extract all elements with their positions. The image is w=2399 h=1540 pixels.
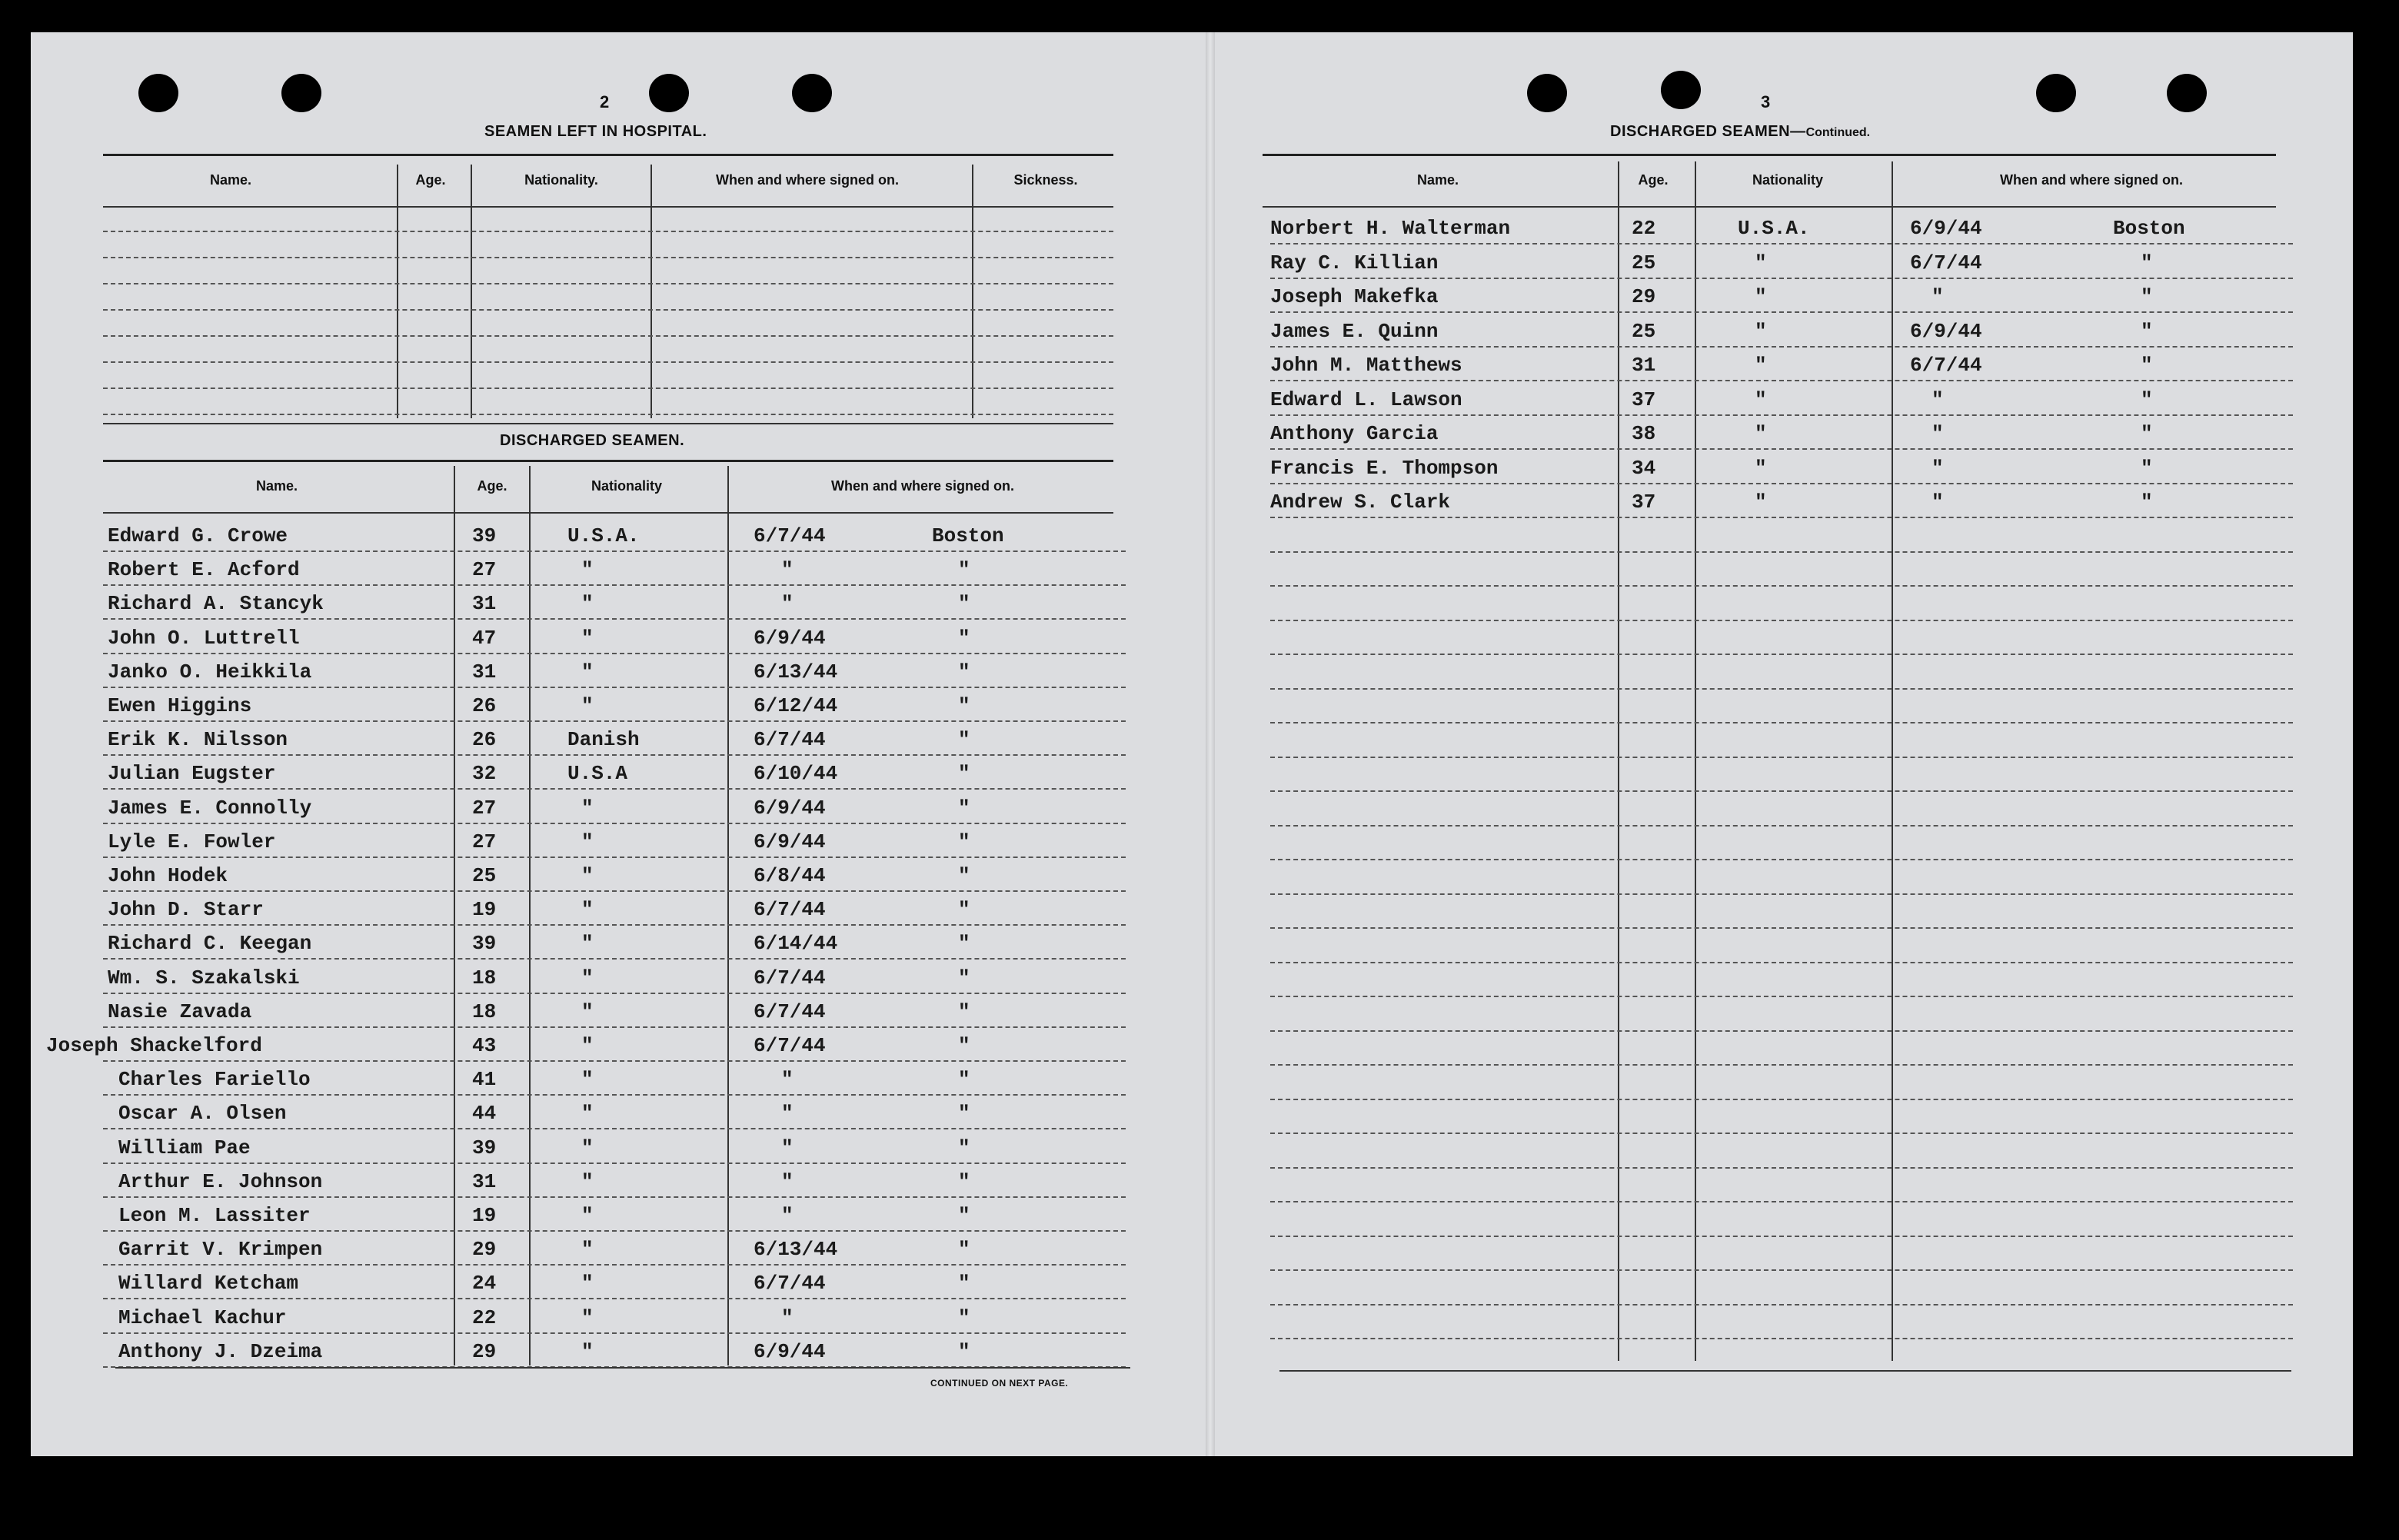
- ruled-line: [1270, 996, 2293, 997]
- punch-hole: [1527, 74, 1567, 112]
- ruled-line: [103, 618, 1126, 620]
- ruled-line: [1270, 1304, 2293, 1306]
- ruled-line: [103, 1128, 1126, 1129]
- ruled-line: [103, 993, 1126, 994]
- seaman-age: 27: [472, 830, 497, 853]
- seaman-age: 26: [472, 728, 497, 751]
- col-name: Name.: [1416, 172, 1459, 188]
- ruled-line: [1270, 311, 2293, 313]
- seaman-nationality: ": [581, 1272, 594, 1295]
- ruled-line: [1270, 1269, 2293, 1271]
- seaman-name: James E. Quinn: [1270, 320, 1439, 343]
- signed-on-date: 6/9/44: [754, 627, 826, 650]
- ruled-line: [1270, 654, 2293, 655]
- signed-on-place: ": [2141, 457, 2153, 480]
- ruled-line: [1270, 757, 2293, 758]
- seaman-name: Anthony J. Dzeima: [118, 1340, 323, 1363]
- ruled-line: [103, 754, 1126, 756]
- seaman-age: 22: [1632, 217, 1656, 240]
- seaman-nationality: ": [581, 1068, 594, 1091]
- seaman-name: Erik K. Nilsson: [108, 728, 288, 751]
- continued-note: CONTINUED ON NEXT PAGE.: [930, 1378, 1069, 1389]
- col-nationality: Nationality: [591, 478, 662, 494]
- ruled-line: [1270, 1338, 2293, 1339]
- signed-on-place: ": [2141, 422, 2153, 445]
- ruled-line: [1270, 278, 2293, 279]
- seaman-age: 31: [472, 660, 497, 684]
- seaman-name: Janko O. Heikkila: [108, 660, 312, 684]
- seaman-age: 41: [472, 1068, 497, 1091]
- ruled-line: [1270, 414, 2293, 416]
- seaman-nationality: ": [581, 1000, 594, 1023]
- signed-on-date: 6/9/44: [754, 797, 826, 820]
- signed-on-place: ": [958, 1306, 970, 1329]
- signed-on-date: ": [781, 1068, 794, 1091]
- seaman-name: Willard Ketcham: [118, 1272, 299, 1295]
- discharged-continued-title: [1610, 123, 1870, 141]
- signed-on-date: 6/9/44: [1910, 217, 1982, 240]
- signed-on-place: ": [958, 592, 970, 615]
- seaman-name: John D. Starr: [108, 898, 264, 921]
- signed-on-date: ": [781, 1102, 794, 1125]
- col-nationality: Nationality: [1752, 172, 1823, 188]
- ruled-line: [1270, 927, 2293, 929]
- seaman-age: 31: [472, 1170, 497, 1193]
- signed-on-place: ": [2141, 251, 2153, 274]
- seaman-name: Joseph Shackelford: [46, 1034, 262, 1057]
- col-name: Name.: [255, 478, 298, 494]
- ruled-line: [103, 687, 1126, 688]
- seaman-nationality: ": [1755, 457, 1767, 480]
- seaman-nationality: ": [581, 1306, 594, 1329]
- seaman-age: 19: [472, 898, 497, 921]
- rule: [115, 1367, 1130, 1369]
- punch-hole: [649, 74, 689, 112]
- ruled-line: [1270, 585, 2293, 587]
- ruled-line: [1270, 1030, 2293, 1032]
- ruled-line: [103, 1332, 1126, 1334]
- signed-on-date: 6/7/44: [754, 1272, 826, 1295]
- hospital-title: SEAMEN LEFT IN HOSPITAL.: [484, 123, 707, 140]
- signed-on-place: ": [2141, 491, 2153, 514]
- ruled-line: [103, 1298, 1126, 1299]
- signed-on-place: ": [958, 864, 970, 887]
- seaman-age: 39: [472, 524, 497, 547]
- ruled-line: [103, 257, 1113, 258]
- ruled-line: [1270, 620, 2293, 621]
- ruled-line: [103, 1196, 1126, 1198]
- rule: [103, 512, 1113, 514]
- ruled-line: [103, 414, 1113, 415]
- seaman-nationality: ": [1755, 285, 1767, 308]
- signed-on-date: ": [1932, 388, 1944, 411]
- ruled-line: [103, 1026, 1126, 1028]
- seaman-name: Richard C. Keegan: [108, 932, 312, 955]
- signed-on-date: 6/13/44: [754, 1238, 838, 1261]
- seaman-nationality: U.S.A.: [567, 524, 640, 547]
- signed-on-date: ": [1932, 285, 1944, 308]
- rule: [103, 206, 1113, 208]
- ruled-line: [1270, 346, 2293, 348]
- seaman-nationality: ": [581, 932, 594, 955]
- signed-on-place: ": [958, 1170, 970, 1193]
- ruled-line: [1270, 1064, 2293, 1066]
- seaman-age: 22: [472, 1306, 497, 1329]
- signed-on-place: ": [958, 627, 970, 650]
- punch-hole: [281, 74, 321, 112]
- ruled-line: [1270, 1236, 2293, 1237]
- col-signed-on: When and where signed on.: [715, 172, 900, 188]
- seaman-age: 31: [472, 592, 497, 615]
- signed-on-date: 6/7/44: [754, 524, 826, 547]
- rule: [103, 460, 1113, 462]
- seaman-age: 25: [1632, 320, 1656, 343]
- seaman-name: Nasie Zavada: [108, 1000, 252, 1023]
- seaman-nationality: ": [581, 1136, 594, 1159]
- ruled-line: [1270, 1201, 2293, 1202]
- ruled-line: [1270, 790, 2293, 792]
- signed-on-date: 6/9/44: [754, 1340, 826, 1363]
- page-number: 3: [1761, 92, 1771, 111]
- ruled-line: [103, 1094, 1126, 1096]
- signed-on-date: ": [781, 592, 794, 615]
- seaman-nationality: ": [1755, 388, 1767, 411]
- seaman-age: 29: [472, 1238, 497, 1261]
- ruled-line: [103, 823, 1126, 824]
- signed-on-place: ": [958, 898, 970, 921]
- seaman-age: 27: [472, 797, 497, 820]
- signed-on-date: ": [781, 1170, 794, 1193]
- signed-on-date: 6/7/44: [754, 1000, 826, 1023]
- seaman-nationality: ": [581, 1238, 594, 1261]
- seaman-nationality: ": [581, 1034, 594, 1057]
- signed-on-date: 6/7/44: [754, 898, 826, 921]
- seaman-age: 19: [472, 1204, 497, 1227]
- seaman-name: Norbert H. Walterman: [1270, 217, 1511, 240]
- seaman-age: 37: [1632, 491, 1656, 514]
- signed-on-place: ": [958, 558, 970, 581]
- seaman-nationality: ": [581, 1102, 594, 1125]
- ruled-line: [103, 335, 1113, 337]
- ruled-line: [1270, 243, 2293, 244]
- ruled-line: [1270, 1167, 2293, 1169]
- seaman-age: 29: [472, 1340, 497, 1363]
- signed-on-date: 6/14/44: [754, 932, 838, 955]
- signed-on-place: ": [2141, 320, 2153, 343]
- signed-on-place: Boston: [2113, 217, 2185, 240]
- seaman-nationality: ": [1755, 251, 1767, 274]
- ruled-line: [103, 924, 1126, 926]
- seaman-name: James E. Connolly: [108, 797, 312, 820]
- seaman-name: Robert E. Acford: [108, 558, 300, 581]
- ruled-line: [103, 890, 1126, 892]
- ruled-line: [1270, 859, 2293, 860]
- signed-on-place: ": [958, 966, 970, 990]
- signed-on-date: ": [781, 1136, 794, 1159]
- rule: [1263, 154, 2276, 156]
- title-main: DISCHARGED SEAMEN—: [1610, 123, 1806, 140]
- signed-on-place: ": [958, 1000, 970, 1023]
- signed-on-place: ": [958, 1136, 970, 1159]
- seaman-name: John O. Luttrell: [108, 627, 300, 650]
- seaman-name: Leon M. Lassiter: [118, 1204, 311, 1227]
- rule: [103, 154, 1113, 156]
- ruled-line: [103, 309, 1113, 311]
- seaman-name: Francis E. Thompson: [1270, 457, 1499, 480]
- ruled-line: [103, 653, 1126, 654]
- seaman-nationality: ": [581, 558, 594, 581]
- column-divider: [1892, 161, 1893, 1361]
- seaman-age: 32: [472, 762, 497, 785]
- ruled-line: [1270, 380, 2293, 381]
- signed-on-place: ": [958, 728, 970, 751]
- seaman-nationality: ": [581, 864, 594, 887]
- seaman-age: 47: [472, 627, 497, 650]
- ruled-line: [1270, 448, 2293, 450]
- ruled-line: [103, 1264, 1126, 1266]
- signed-on-date: ": [781, 1204, 794, 1227]
- signed-on-place: ": [958, 694, 970, 717]
- seaman-name: Michael Kachur: [118, 1306, 287, 1329]
- col-age: Age.: [1638, 172, 1669, 188]
- ruled-line: [103, 720, 1126, 722]
- column-divider: [397, 165, 398, 418]
- seaman-age: 31: [1632, 354, 1656, 377]
- signed-on-date: ": [781, 558, 794, 581]
- signed-on-date: 6/8/44: [754, 864, 826, 887]
- seaman-age: 18: [472, 966, 497, 990]
- rule: [1263, 206, 2276, 208]
- ruled-line: [103, 550, 1126, 552]
- seaman-name: Lyle E. Fowler: [108, 830, 276, 853]
- seaman-age: 39: [472, 1136, 497, 1159]
- seaman-name: Charles Fariello: [118, 1068, 311, 1091]
- signed-on-place: Boston: [932, 524, 1004, 547]
- rule: [1279, 1370, 2291, 1372]
- signed-on-place: ": [2141, 354, 2153, 377]
- seaman-nationality: ": [581, 898, 594, 921]
- discharged-title: DISCHARGED SEAMEN.: [500, 432, 685, 449]
- signed-on-place: ": [958, 797, 970, 820]
- ruled-line: [103, 1162, 1126, 1164]
- ruled-line: [103, 231, 1113, 232]
- punch-hole: [1661, 71, 1701, 109]
- seaman-nationality: ": [581, 1204, 594, 1227]
- ruled-line: [1270, 688, 2293, 690]
- signed-on-date: 6/12/44: [754, 694, 838, 717]
- ruled-line: [1270, 893, 2293, 895]
- signed-on-place: ": [958, 1034, 970, 1057]
- signed-on-place: ": [958, 1068, 970, 1091]
- seaman-age: 39: [472, 932, 497, 955]
- ruled-line: [103, 856, 1126, 858]
- ruled-line: [103, 958, 1126, 960]
- seaman-name: Ray C. Killian: [1270, 251, 1439, 274]
- ruled-line: [103, 361, 1113, 363]
- signed-on-date: 6/7/44: [754, 1034, 826, 1057]
- signed-on-place: ": [958, 1204, 970, 1227]
- seaman-nationality: ": [581, 694, 594, 717]
- seaman-age: 18: [472, 1000, 497, 1023]
- col-age: Age.: [477, 478, 507, 494]
- seaman-nationality: ": [1755, 491, 1767, 514]
- col-name: Name.: [209, 172, 252, 188]
- seaman-nationality: ": [581, 660, 594, 684]
- ruled-line: [103, 584, 1126, 586]
- signed-on-place: ": [958, 1340, 970, 1363]
- seaman-age: 27: [472, 558, 497, 581]
- col-signed-on: When and where signed on.: [1999, 172, 2184, 188]
- seaman-nationality: ": [581, 627, 594, 650]
- seaman-nationality: ": [1755, 422, 1767, 445]
- ruled-line: [1270, 551, 2293, 553]
- seaman-name: John M. Matthews: [1270, 354, 1462, 377]
- page-number: 2: [600, 92, 610, 111]
- seaman-name: Edward L. Lawson: [1270, 388, 1462, 411]
- seaman-age: 26: [472, 694, 497, 717]
- signed-on-date: 6/7/44: [1910, 251, 1982, 274]
- seaman-age: 38: [1632, 422, 1656, 445]
- ruled-line: [1270, 483, 2293, 484]
- seaman-name: Wm. S. Szakalski: [108, 966, 300, 990]
- seaman-age: 25: [1632, 251, 1656, 274]
- signed-on-date: 6/9/44: [754, 830, 826, 853]
- seaman-name: Julian Eugster: [108, 762, 276, 785]
- seaman-nationality: ": [581, 1340, 594, 1363]
- ruled-line: [1270, 517, 2293, 518]
- col-age: Age.: [415, 172, 446, 188]
- seaman-nationality: ": [581, 797, 594, 820]
- signed-on-place: ": [958, 1272, 970, 1295]
- seaman-nationality: U.S.A: [567, 762, 628, 785]
- signed-on-place: ": [958, 762, 970, 785]
- rule: [103, 423, 1113, 424]
- signed-on-date: ": [1932, 491, 1944, 514]
- seaman-age: 37: [1632, 388, 1656, 411]
- ruled-line: [1270, 825, 2293, 827]
- title-suffix: Continued.: [1805, 126, 1871, 139]
- ruled-line: [103, 1230, 1126, 1232]
- ruled-line: [1270, 1133, 2293, 1134]
- punch-hole: [2167, 74, 2207, 112]
- signed-on-place: ": [958, 660, 970, 684]
- signed-on-date: 6/7/44: [754, 728, 826, 751]
- seaman-nationality: ": [581, 966, 594, 990]
- signed-on-place: ": [2141, 388, 2153, 411]
- col-sickness: Sickness.: [1013, 172, 1078, 188]
- col-nationality: Nationality.: [524, 172, 598, 188]
- punch-hole: [2036, 74, 2076, 112]
- signed-on-date: ": [1932, 422, 1944, 445]
- signed-on-date: 6/9/44: [1910, 320, 1982, 343]
- seaman-nationality: U.S.A.: [1738, 217, 1810, 240]
- seaman-nationality: ": [581, 830, 594, 853]
- signed-on-date: 6/13/44: [754, 660, 838, 684]
- seaman-name: Oscar A. Olsen: [118, 1102, 287, 1125]
- punch-hole: [138, 74, 178, 112]
- seaman-name: Richard A. Stancyk: [108, 592, 324, 615]
- signed-on-date: 6/7/44: [1910, 354, 1982, 377]
- seaman-name: Arthur E. Johnson: [118, 1170, 323, 1193]
- seaman-age: 34: [1632, 457, 1656, 480]
- document-sheet: [31, 32, 2353, 1456]
- seaman-name: Joseph Makefka: [1270, 285, 1439, 308]
- seaman-nationality: ": [1755, 320, 1767, 343]
- ruled-line: [103, 788, 1126, 790]
- seaman-name: William Pae: [118, 1136, 251, 1159]
- seaman-name: Ewen Higgins: [108, 694, 252, 717]
- ruled-line: [1270, 1099, 2293, 1100]
- signed-on-place: ": [2141, 285, 2153, 308]
- ruled-line: [103, 387, 1113, 389]
- seaman-name: Anthony Garcia: [1270, 422, 1439, 445]
- page-fold: [1206, 32, 1215, 1456]
- seaman-age: 44: [472, 1102, 497, 1125]
- seaman-nationality: ": [1755, 354, 1767, 377]
- signed-on-date: ": [1932, 457, 1944, 480]
- column-divider: [1618, 161, 1619, 1361]
- seaman-name: Edward G. Crowe: [108, 524, 288, 547]
- seaman-name: Garrit V. Krimpen: [118, 1238, 323, 1261]
- seaman-nationality: ": [581, 592, 594, 615]
- column-divider: [1695, 161, 1696, 1361]
- seaman-age: 43: [472, 1034, 497, 1057]
- signed-on-place: ": [958, 1238, 970, 1261]
- ruled-line: [1270, 962, 2293, 963]
- column-divider: [471, 165, 472, 418]
- ruled-line: [103, 283, 1113, 284]
- col-signed-on: When and where signed on.: [830, 478, 1015, 494]
- signed-on-date: 6/10/44: [754, 762, 838, 785]
- signed-on-date: 6/7/44: [754, 966, 826, 990]
- signed-on-place: ": [958, 830, 970, 853]
- seaman-nationality: Danish: [567, 728, 640, 751]
- punch-hole: [792, 74, 832, 112]
- ruled-line: [103, 1060, 1126, 1062]
- column-divider: [650, 165, 652, 418]
- seaman-nationality: ": [581, 1170, 594, 1193]
- signed-on-place: ": [958, 1102, 970, 1125]
- seaman-age: 24: [472, 1272, 497, 1295]
- seaman-name: John Hodek: [108, 864, 228, 887]
- seaman-age: 29: [1632, 285, 1656, 308]
- signed-on-place: ": [958, 932, 970, 955]
- seaman-name: Andrew S. Clark: [1270, 491, 1451, 514]
- signed-on-date: ": [781, 1306, 794, 1329]
- ruled-line: [1270, 722, 2293, 723]
- seaman-age: 25: [472, 864, 497, 887]
- column-divider: [972, 165, 973, 418]
